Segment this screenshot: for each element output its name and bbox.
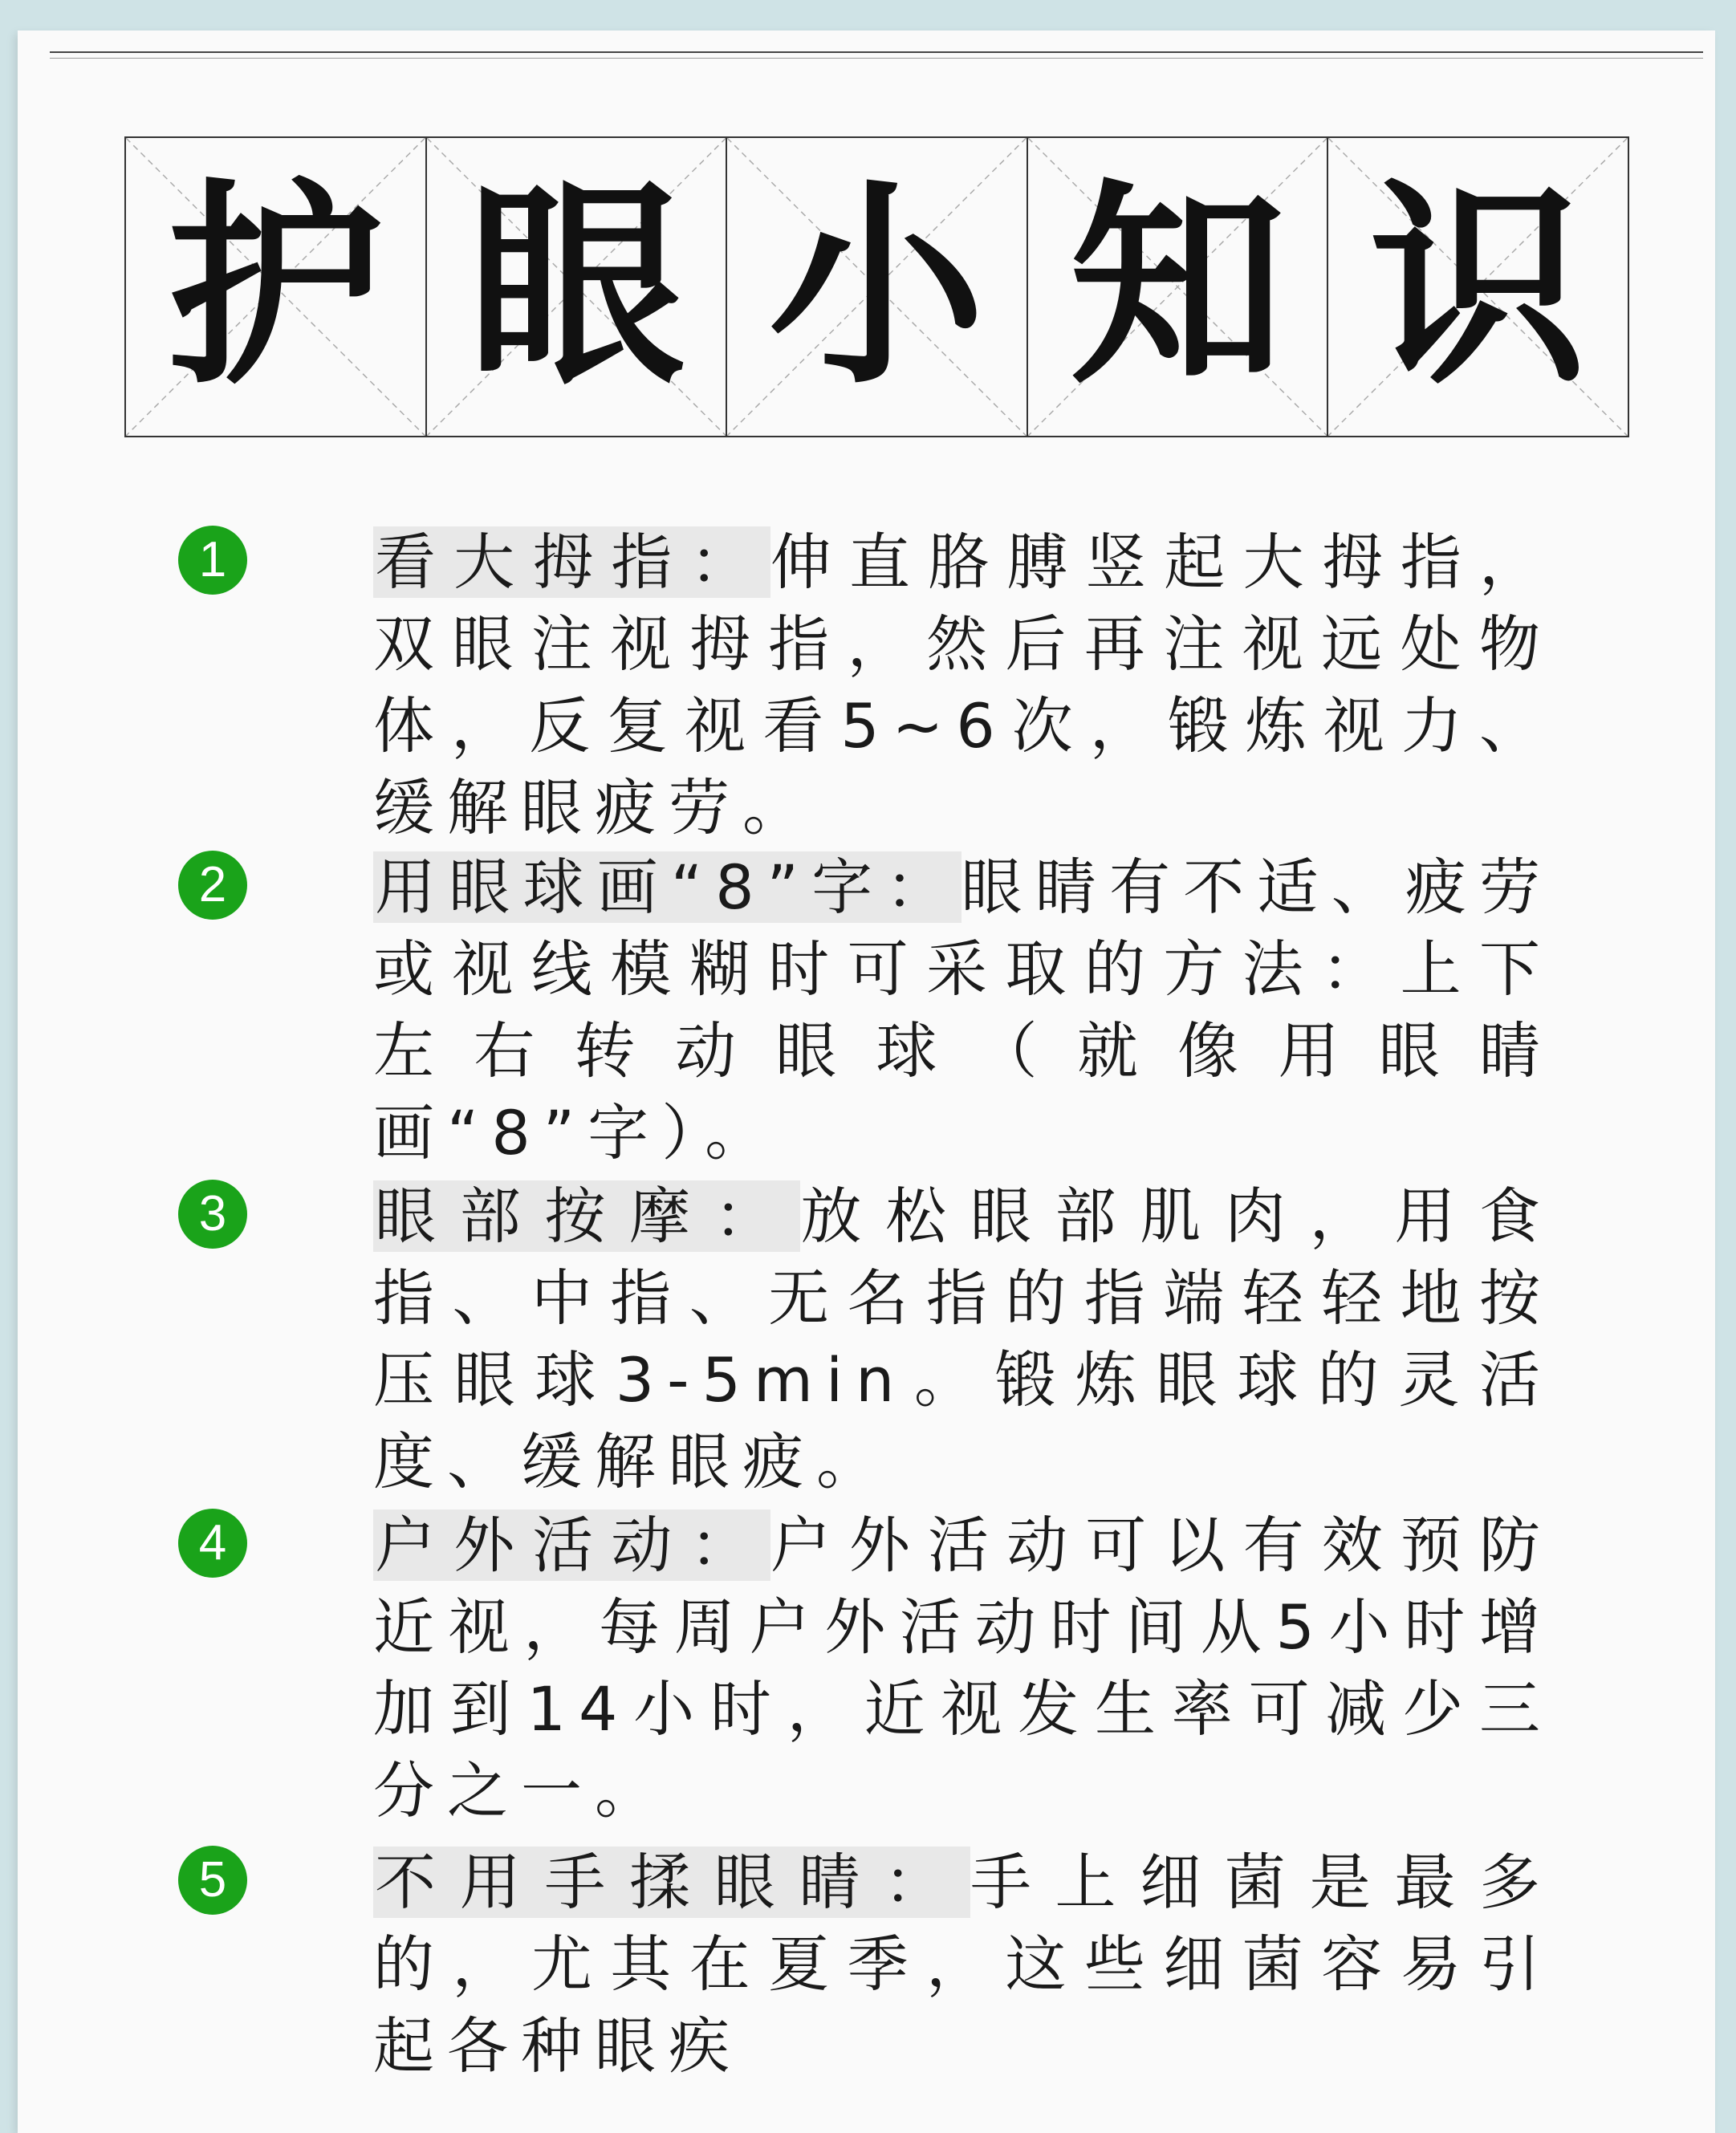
- title-cell: [1028, 138, 1329, 436]
- number-badge: 1: [178, 526, 247, 595]
- tip-heading: 用眼球画“8”字：: [375, 851, 960, 923]
- number-badge: 4: [178, 1509, 247, 1578]
- tip-text: [373, 522, 1553, 849]
- title-char: 识: [1369, 160, 1587, 413]
- top-rule-thin: [50, 58, 1703, 59]
- tip-text: [373, 847, 1553, 1174]
- title-char: 护: [167, 160, 384, 413]
- tip-text: [373, 1505, 1553, 1832]
- tip-body: 眼睛有不适、疲劳或视线模糊时可采取的方法：上下左右转动眼球（就像用眼睛画“8”字）。: [373, 851, 1553, 1168]
- title-cell: [126, 138, 427, 436]
- tip-body: 放松眼部肌肉，用食指、中指、无名指的指端轻轻地按压眼球3-5min。锻炼眼球的灵活度、缓解眼疲。: [373, 1180, 1554, 1497]
- title-cell: [727, 138, 1028, 436]
- number-badge: 3: [178, 1180, 247, 1249]
- tip-body: 手上细菌是最多的，尤其在夏季，这些细菌容易引起各种眼疾: [373, 1847, 1554, 2082]
- tip-text: [373, 1842, 1553, 2087]
- title-cell: [1328, 138, 1628, 436]
- tip-heading: 不用手揉眼睛：: [375, 1847, 969, 1918]
- tip-heading: 户外活动：: [375, 1509, 769, 1581]
- title-char: 小: [768, 160, 986, 413]
- title-char: 知: [1069, 160, 1287, 413]
- title-char: 眼: [467, 160, 685, 413]
- tip-body: 伸直胳膊竖起大拇指，双眼注视拇指，然后再注视远处物体，反复视看5~6次，锻炼视力、缓解眼疲劳。: [373, 526, 1554, 843]
- tip-heading: 眼部按摩：: [375, 1180, 799, 1252]
- tip-text: [373, 1176, 1553, 1503]
- number-badge: 2: [178, 851, 247, 920]
- title-grid: [124, 136, 1629, 437]
- number-badge: 5: [178, 1846, 247, 1915]
- top-rule: [50, 51, 1703, 53]
- tip-heading: 看大拇指：: [375, 526, 769, 598]
- tip-body: 户外活动可以有效预防近视，每周户外活动时间从5小时增加到14小时，近视发生率可减少三分之一。: [373, 1509, 1554, 1826]
- title-cell: [427, 138, 728, 436]
